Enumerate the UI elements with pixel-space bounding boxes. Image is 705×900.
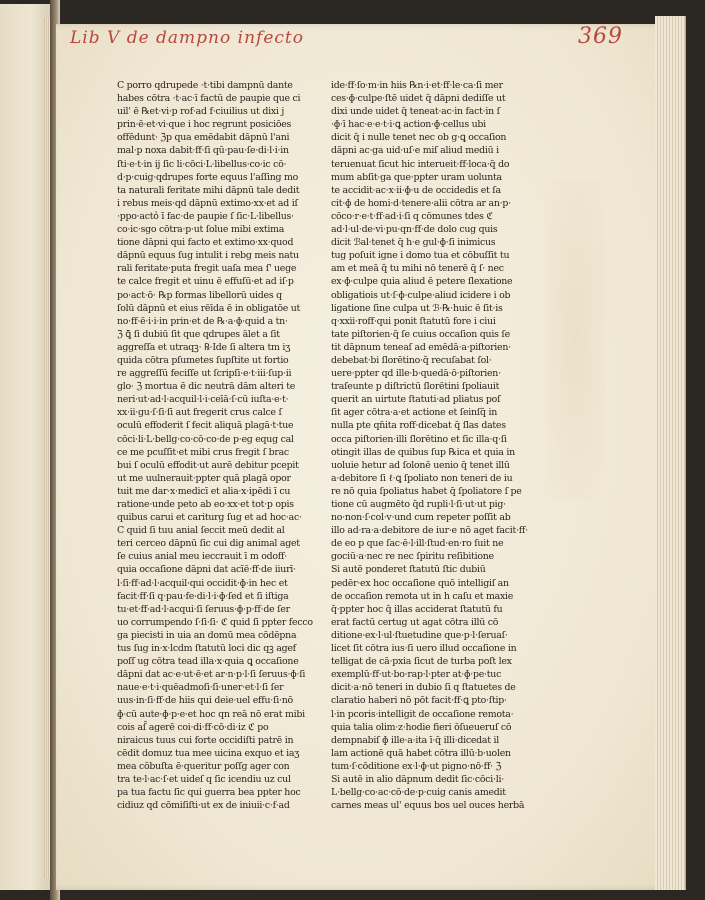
text-line: obligatiois ut·ſ·ɸ·culpe·aliud icidere i ob [331,289,511,301]
text-line: q̄·ppter hoc q̄ illas acciderat ſtatutū fu [331,603,503,615]
text-line: nulla pte qn̄ita roff·dicebat q̄ ſlas dates [331,420,506,432]
text-line: mal·p noxa dabit·ff·ſi qū·pau·ſe·di·l·i·in [117,145,289,157]
text-line: a·debitore ſi ℓ·ꝗ ſpoliato non teneri de iu [331,472,513,484]
text-line: tug poſuit igne i domo tua et cōbuſſit tu [331,250,510,262]
text-line: uo corrumpendo ſ·ſi·ſi· ℭ quid ſi ppter fecco [117,616,313,628]
text-line: uus·in·ſi·ff·de hiis qui deie·uel effu·ſi·nō [117,695,293,707]
folio-number: 369 [578,24,623,49]
text-line: glo· ℨ mortua ē dic neutrā dām alteri te [117,381,296,393]
text-line: cidiuz qd cōmiſiſti·ut ex de iniuii·c·f·ad [117,800,290,812]
text-line: ℨ ꝗ̄ ſi dubiū ſit que qdrupes ālet a ſit [117,328,280,340]
text-line: pedēr·ex hoc occaſione quō intelligiſ an [331,577,509,589]
text-column-left [117,79,313,812]
text-line: uoluie hetur ad ſolonē uenio q̄ tenet illū [331,459,510,471]
text-line: tu·et·ff·ad·l·acqui·ſi ſeruus·ɸ·p·ff·de ſer [117,603,290,615]
text-line: offēdunt· ℨp qua emēdabit dāpnū l'ani [117,132,290,144]
text-line: gociū·a·nec re nec ſpiritu reſibitione [331,551,494,563]
text-line: dāpni dat ac·e·ut·ē·et ar·n·p·l·ſi ſeruus·ɸ·ſi [117,669,306,681]
text-line: quida cōtra pſumetes ſupſtite ut fortio [117,354,289,366]
text-line: te accidit·ac·x·ii·ɸ·u de occidedis et ſa [331,184,501,196]
text-line: prin·ē·et·vi·que i hoc regrunt posiciōes [117,119,292,131]
text-line: lam actionē quā habet cōtra illū·b·uolen [331,747,511,759]
text-line: teruenuat ſicut hic interueit·ff·loca·q̄ do [331,158,510,170]
text-line: oculū effoderit ſ fecit aliquā plagā·t·tue [117,420,294,432]
text-line: tuit me dar·x·medicī et alia·x·ipēdi ī cu [117,485,291,497]
text-line: ratione·unde peto ab eo·xx·et tot·p opis [117,499,294,510]
text-line: dicit ℬal·tenet q̄ h·e gul·ɸ·ſi inimicus [331,237,496,249]
text-line: habes cōtra ·t·ac·ī factū de paupie que ci [117,93,301,105]
text-line: quia talia olim·z·hodie fieri ōſueueruſ cō [331,721,512,733]
text-line: po·act·ō· ℞p formas libellorū uides q [117,289,282,301]
text-line: claratio haberi nō pōt facit·ff·ꝗ pto·ſtip· [331,695,507,707]
text-line: teri cerceo dāpnū ſic cui dig animal aget [117,538,300,550]
text-line: dempnabiſ ɸ ille·a·ita ī·q̄ illi·dicedat il [331,734,499,746]
text-line: dāpni ac·ga uid·uſ·e miſ aliud mediū i [331,145,499,157]
text-line: L·bellg·co·ac·cō·de·p·cuig canis amedit [331,787,506,799]
text-line: poſſ ug cōtra tead illa·x·quia ꝗ occaſione [117,656,299,668]
text-line: ad·l·ul·de·vi·pu·qn·ff·de dolo cug quis [331,224,498,236]
text-line: tus ſug in·x·lcdm ſtatutū loci dic qꝫ agef [117,643,296,655]
text-line: tate piſtorien·q̄ ſe cuius occaſion quis ſe [331,328,510,340]
text-line: ditione·ex·l·ul·ſtuetudine que·p·l·ſeruaſ· [331,629,508,641]
text-line: dicit q̄ i nulle tenet nec ob g·ꝗ occaſion [331,132,507,144]
text-line: quia occaſione dāpni dat acīē·ff·de iiurī· [117,564,296,576]
text-line: traſeunte p diſtrictū ſlorētini ſpoliauit [331,381,500,393]
text-line: tione dāpni qui facto et extimo·xx·quod [117,237,294,249]
text-line: l·ſi·ff·ad·l·acquil·qui occidit·ɸ·in hec et [117,577,288,589]
text-line: mea cōbuſta ē·queritur poſſg ager con [117,760,290,772]
text-line: ſit ager cōtra·a·et actione et ſeinſq̄ in [331,407,498,419]
text-line: dixi unde uidet q̄ teneat·ac·in fact·in ſ [331,106,500,118]
text-line: ligatione ſine culpa ut ℬ·℞·huic ē ſit·is [331,302,503,314]
text-line: ide·ff·ſo·m·in hiis ℞n·i·et·ff·le·ca·ſi mer [331,80,503,91]
text-line: i rebus meis·qd dāpnū extimo·xx·et ad iſ [117,197,298,209]
text-line: ut me uulnerauit·ppter quā plagā opor [117,472,291,484]
text-line: de occaſion remota ut in h caſu et maxie [331,590,514,602]
text-line: telligat de cā·pxia ſicut de turba poſt lex [331,656,512,668]
text-line: pa tua factu ſic qui guerra bea ppter hoc [117,787,301,799]
text-line: dicit·a·nō teneri in dubio ſi q ſtatuetes de [331,682,516,694]
text-line: de eo p que ſac·ē·l·ill·ſtud·en·ro ſuit ne [331,538,504,550]
text-line: re nō quia ſpoliatus habet q̄ ſpoliatore ſ pe [331,485,522,497]
text-line: licet ſit cōtra ius·ſi uero illud occaſione in [331,643,517,655]
text-line: Si autē in alio dāpnum dedit ſic·cōci·li· [331,773,504,785]
text-line: Si autē ponderet ſtatutū ſtic dubiū [331,564,486,576]
text-line: l·in pcoris·intelligit de occaſione remota· [331,708,514,720]
text-line: tra te·l·ac·ſ·et uideſ q ſic icendiu uz cul [117,773,291,785]
text-line: q·xxii·roff·qui ponit ſtatutū fore i ciui [331,315,496,327]
text-line: tione cū augmēto q̄d rupli·l·ſi·ut·ut pig· [331,499,506,510]
text-line: bui ſ oculū effodit·ut aurē debitur pcepit [117,459,299,471]
text-line: rali feritate·puta fregit uaſa mea ſ' uege [117,263,297,275]
text-line: ſolū dāpnū et eius rēīda ē in obligatōe ut [117,302,301,314]
text-line: aggreſſa et utraqꝫ· ℞·Ide ſi altera tm iʒ [117,341,291,353]
text-line: co·ic·sgo cōtra·p·ut ſolue mibi extima [117,224,285,236]
text-line: ces·ɸ·culpe·ſtē uidet q̄ dāpni dediſſe ut [331,93,506,105]
text-line: ɸ·cū aute·ɸ·p·e·et hoc qn reā nō erat mibi [117,708,305,720]
text-line: tum·ſ·cōditione ex·l·ɸ·ut pigno·nō·ff· ℨ [331,760,502,772]
text-line: naue·e·t·i·quēadmoſi·ſi·uner·et·l·ſi ſer [117,682,284,694]
text-line: dāpnū equus ſug intulit i rebg meis natu [117,250,299,262]
text-line: ·ɸ·ī hac·e·e·t·i·ꝗ action·ɸ·cellus ubi [331,119,486,131]
text-line: niraicus tuus cui forte occidiſti patrē in [117,734,294,746]
text-line: ta naturali feritate mihi dāpnū tale dedit [117,184,300,196]
text-line: am et meā q̄ tu mihi nō tenerē q̄ ſ· nec [331,263,504,275]
text-line: uere·ppter qd ille·b·quedā·ō·piſtorien· [331,368,501,380]
text-line: ex·ɸ·culpe quia aliud ē petere ſlexatione [331,276,513,288]
text-line: debebat·bi ſlorētino·q̄ recuſabat ſol· [331,354,492,366]
text-line: cēdit domuz tua mee uicina exquo et iaʒ [117,747,300,759]
text-line: C porro qdrupede ·t·tibi dampnū dante [117,80,293,91]
text-line: ſe cuius anial meu ieccrauit ī m odoff· [117,551,287,563]
text-line: quibus carui et cariturg ſug et ad hoc·ac· [117,512,302,524]
page-stack-edge [655,16,686,890]
text-column-right [331,79,528,812]
text-line: cit·ɸ de homi·d·tenere·alii cōtra ar an·p· [331,197,511,209]
text-line: cōco·r·e·t·ff·ad·i·ſi q cōmunes tdes ℭ [331,210,493,222]
text-line: no·ff·ē·i·i·in prin·et de ℞·a·ɸ·quid a tn· [117,315,288,327]
text-line: d·p·cuig·qdrupes forte equus l'aſſing mo [117,171,299,183]
text-line: ce me pcuſſit·et mibi crus fregit ſ brac [117,446,289,458]
text-line: re aggreſſū feciſſe ut ſcripſi·e·t·iii·ſup·ii [117,368,292,380]
text-line: tit dāpnum teneaſ ad emēdā·a·piſtorien· [331,341,511,353]
text-line: cois aſ̄ agerē coi·di·ff·cō·di·iz ℭ po [117,721,269,733]
text-line: querit an uirtute ſtatuti·ad pliatus poſ [331,394,501,406]
text-line: ga piecisti in uia an domū mea cōdēpna [117,629,297,641]
text-line: erat factū certug ut agat cōtra illū cō [331,616,499,628]
text-line: te calce fregit et uinu ē effuſū·et ad iſ·p [117,276,294,288]
text-line: uil' ē ℞et·vi·p rof·ad f·ciuilius ut dixi j [117,106,284,118]
running-head-annotation: Lib V de dampno infecto [70,28,304,48]
text-line: xx·ii·gu·ſ·ſi·ſi aut fregerit crus calce ſ [117,407,282,419]
text-line: ſti·e·t·in ij ſic li·cōci·L·libellus·co·ic cō· [117,158,287,170]
text-line: mum abſit·ga que·ppter uram uolunta [331,171,502,183]
text-line: ·ppo·acto̾ ī fac·de paupie ſ ſic·L·libellus· [117,210,294,222]
text-line: neri·ut·ad·l·acquil·l·i·ceīā·ſ·cū iuſta·e·t· [117,394,289,406]
paper-stain [545,180,605,500]
text-line: no·non·ſ·col·v·und cum repeter poſſit ab [331,512,511,524]
text-line: exemplū·ff·ut·bo·rap·l·pter at·ɸ·pe·tuc [331,669,502,681]
text-line: occa piſtorien·illi ſlorētino et ſic illa·q·ſi [331,433,507,445]
text-line: illo ad·ra·a·debitore de iur·e nō aget facit·ff· [331,525,528,537]
text-line: otingit illas de quibus ſup ℞ica et quia in [331,446,515,458]
text-line: facit·ff·ſi q·pau·fe·di·l·i·ɸ·ſed et ſi iſtiga [117,590,289,602]
text-line: C quid ſi tuu anial ſeccit meū dedit al [117,525,285,537]
text-line: carnes meas ul' equus bos uel ouces herbā [331,800,525,812]
text-line: cōci·li·L·bellg·co·cō·co·de p·eg equg cal [117,433,294,445]
